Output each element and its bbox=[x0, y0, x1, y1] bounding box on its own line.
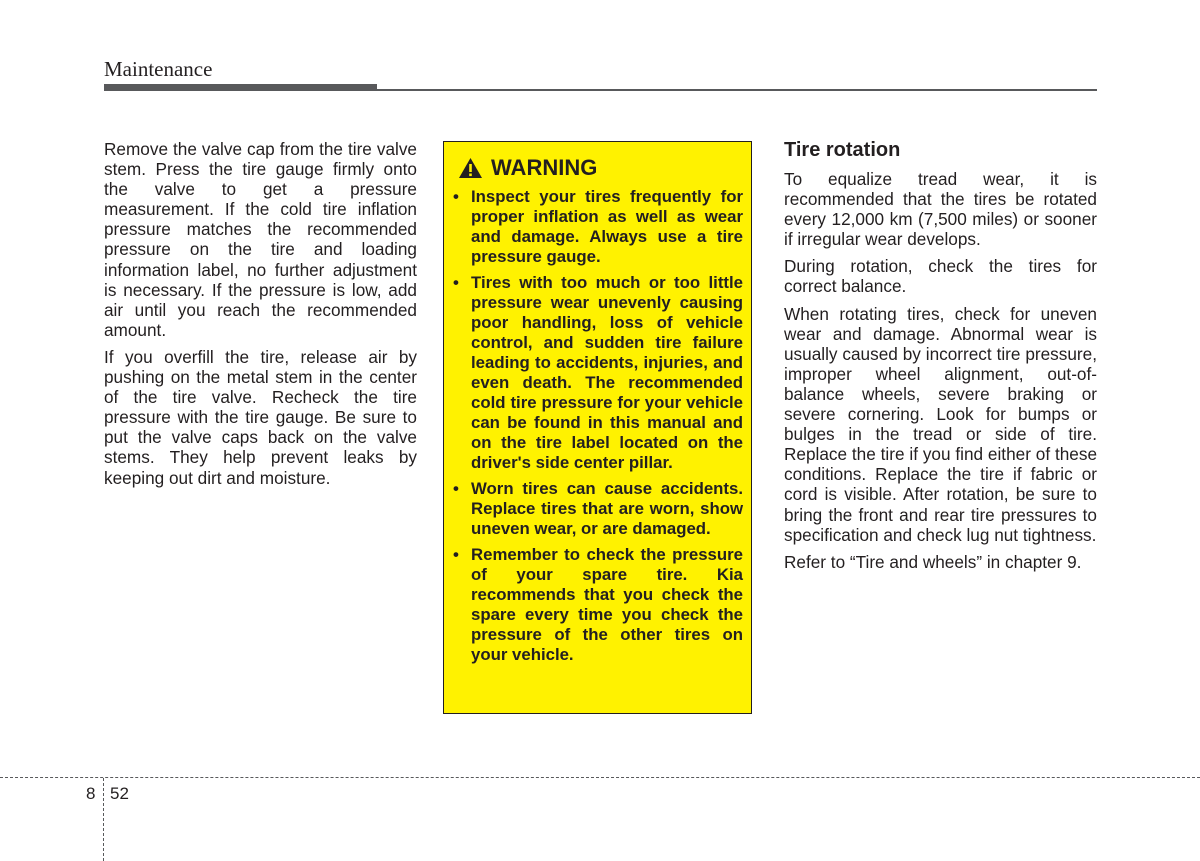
paragraph: When rotating tires, check for uneven wear and damage. Abnormal wear is usually caused by incorrect tire pressure, improper wheel alignment, out-of-balance wheels, severe braking or severe cornering. Look for bumps or bulges in the tread or side of tire. Replace the tire if you find either of these conditions. Replace the tire if fabric or cord is visible. After rotation, be sure to bring the front and rear tire pressures to specification and check lug nut tightness. bbox=[784, 303, 1097, 545]
right-column bbox=[784, 138, 1097, 579]
section-title: Tire rotation bbox=[784, 139, 901, 161]
warning-triangle-icon bbox=[458, 157, 483, 179]
header-rule-thick bbox=[104, 84, 377, 91]
warning-title: WARNING bbox=[491, 155, 598, 180]
header-rule-thin bbox=[377, 89, 1097, 91]
page-number: 52 bbox=[110, 784, 129, 803]
footer-divider bbox=[0, 777, 1200, 778]
paragraph: If you overfill the tire, release air by pushing on the metal stem in the center of the tire valve. Recheck the tire pressure with the tire gauge. Be sure to put the valve caps back on the valve stems. They help prevent leaks by keeping out dirt and moisture. bbox=[104, 346, 417, 488]
warning-item: • Inspect your tires frequently for proper inflation as well as wear and damage. Always use a tire pressure gauge. bbox=[453, 187, 743, 266]
warning-item: • Remember to check the pressure of your spare tire. Kia recommends that you check the spare every time you check the pressure of the other tires on your vehicle. bbox=[453, 545, 743, 664]
warning-item: • Worn tires can cause accidents. Replace tires that are worn, show uneven wear, or are damaged. bbox=[453, 479, 743, 538]
bullet-icon: • bbox=[453, 545, 459, 564]
bullet-icon: • bbox=[453, 479, 459, 498]
paragraph: Refer to “Tire and wheels” in chapter 9. bbox=[784, 551, 1082, 572]
warning-box bbox=[443, 141, 752, 714]
bullet-icon: • bbox=[453, 273, 459, 292]
chapter-number: 8 bbox=[86, 784, 96, 803]
warning-list bbox=[452, 187, 743, 665]
paragraph: Remove the valve cap from the tire valve stem. Press the tire gauge firmly onto the valve to get a pressure measurement. If the cold tire inflation pressure matches the recommended pressure on the tire and loading information label, no further adjustment is necessary. If the pressure is low, add air until you reach the recommended amount. bbox=[104, 139, 417, 340]
warning-header bbox=[452, 154, 743, 182]
warning-item: • Tires with too much or too little pressure wear unevenly causing poor handling, loss of vehicle control, and sudden tire failure leading to accidents, injuries, and even death. The recommended cold tire pressure for your vehicle can be found in this manual and on the tire label located on the driver's side center pillar. bbox=[453, 273, 743, 472]
footer-vertical-divider bbox=[103, 778, 104, 861]
left-column bbox=[104, 139, 417, 495]
paragraph: To equalize tread wear, it is recommended that the tires be rotated every 12,000 km (7,500 miles) or sooner if irregular wear develops. bbox=[784, 169, 1097, 250]
paragraph: During rotation, check the tires for correct balance. bbox=[784, 256, 1097, 297]
section-header: Maintenance bbox=[104, 57, 213, 81]
bullet-icon: • bbox=[453, 187, 459, 206]
